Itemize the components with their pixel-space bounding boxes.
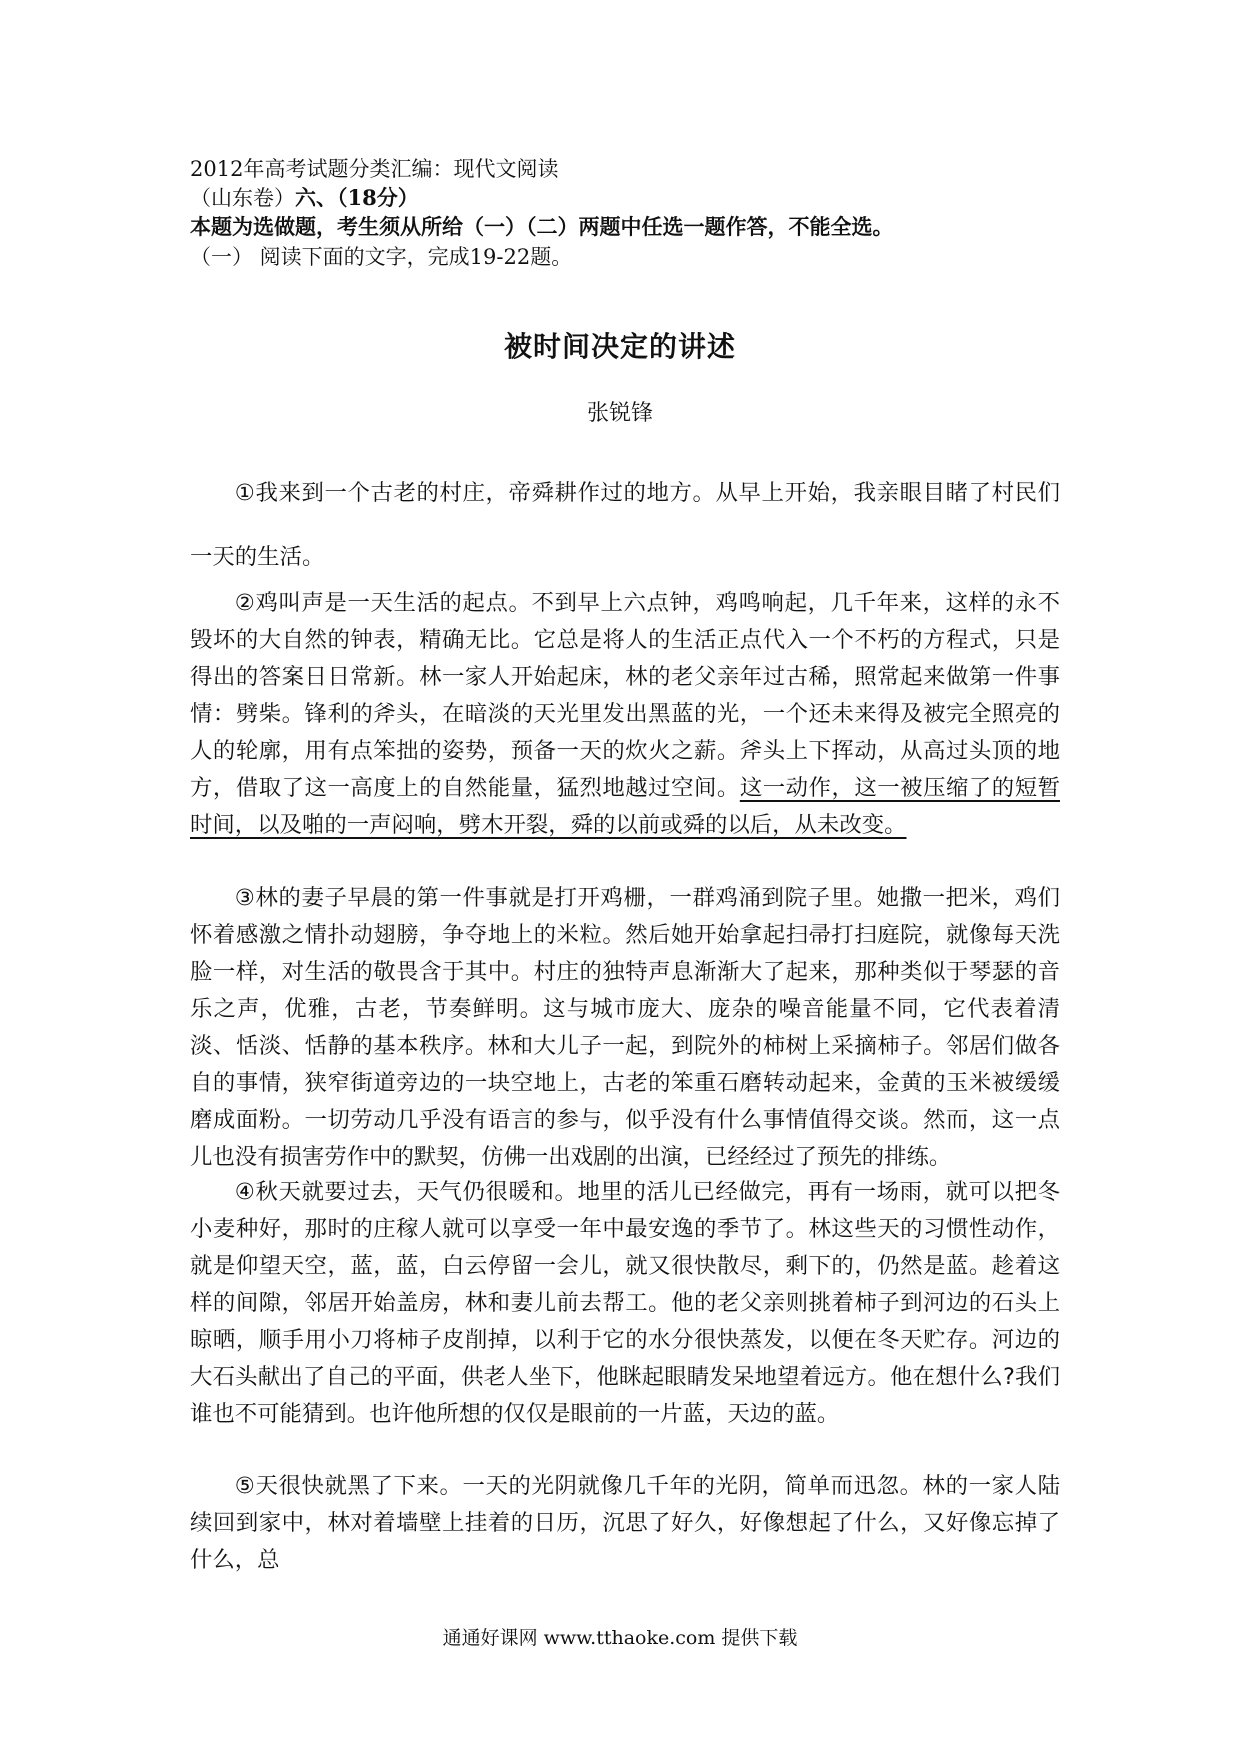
article-author: 张锐锋 [586, 401, 653, 426]
paragraph-1: ①我来到一个古老的村庄，帝舜耕作过的地方。从早上开始，我亲眼目睹了村民们一天的生活。 [190, 480, 1060, 570]
paragraph-5: ⑤天很快就黑了下来。一天的光阴就像几千年的光阴，简单而迅忽。林的一家人陆续回到家中，林对着墙壁上挂着的日历，沉思了好久，好像想起了什么，又好像忘掉了什么，总 [190, 1473, 1060, 1573]
question-subtitle: （一） 阅读下面的文字，完成19-22题。 [190, 245, 573, 269]
page-footer: 通通好课网 www.tthaoke.com 提供下载 [442, 1627, 798, 1649]
section-source-label: （山东卷） [190, 186, 295, 210]
section-number-score: 六、（18分） [295, 185, 419, 210]
section-heading [190, 184, 419, 212]
paragraph-2-text: ②鸡叫声是一天生活的起点。不到早上六点钟，鸡鸣响起，几千年来，这样的永不毁坏的大自然的钟表，精确无比。它总是将人的生活正点代入一个不朽的方程式，只是得出的答案日日常新。林一家人开始起床，林的老父亲年过古稀，照常起来做第一件事情：劈柴。锋利的斧头，在暗淡的天光里发出黑蓝的光，一个还未来得及被完全照亮的人的轮廓，用有点笨拙的姿势，预备一天的炊火之薪。斧头上下挥动，从高过头顶的地方，借取了这一高度上的自然能量，猛烈地越过空间。 [190, 590, 1060, 801]
paragraph-2-underlined-sentence: 这一动作，这一被压缩了的短暂时间，以及啪的一声闷响，劈木开裂，舜的以前或舜的以后，从未改变。 [190, 775, 1061, 838]
paragraph-4: ④秋天就要过去，天气仍很暖和。地里的活儿已经做完，再有一场雨，就可以把冬小麦种好，那时的庄稼人就可以享受一年中最安逸的季节了。林这些天的习惯性动作，就是仰望天空，蓝，蓝，白云停留一会儿，就又很快散尽，剩下的，仍然是蓝。趁着这样的间隙，邻居开始盖房，林和妻儿前去帮工。他的老父亲则挑着柿子到河边的石头上晾晒，顺手用小刀将柿子皮削掉，以利于它的水分很快蒸发，以便在冬天贮存。河边的大石头献出了自己的平面，供老人坐下，他眯起眼睛发呆地望着远方。他在想什么?我们谁也不可能猜到。也许他所想的仅仅是眼前的一片蓝，天边的蓝。 [190, 1179, 1060, 1427]
paragraph-2 [190, 585, 1060, 844]
article-title: 被时间决定的讲述 [503, 330, 736, 363]
exam-series-heading: 2012年高考试题分类汇编：现代文阅读 [190, 157, 559, 181]
paragraph-3: ③林的妻子早晨的第一件事就是打开鸡栅，一群鸡涌到院子里。她撒一把米，鸡们怀着感激之情扑动翅膀，争夺地上的米粒。然后她开始拿起扫帚打扫庭院，就像每天洗脸一样，对生活的敬畏含于其中。村庄的独特声息渐渐大了起来，那种类似于琴瑟的音乐之声，优雅，古老，节奏鲜明。这与城市庞大、庞杂的噪音能量不同，它代表着清淡、恬淡、恬静的基本秩序。林和大儿子一起，到院外的柿树上采摘柿子。邻居们做各自的事情，狭窄街道旁边的一块空地上，古老的笨重石磨转动起来，金黄的玉米被缓缓磨成面粉。一切劳动几乎没有语言的参与，似乎没有什么事情值得交谈。然而，这一点儿也没有损害劳作中的默契，仿佛一出戏剧的出演，已经经过了预先的排练。 [190, 885, 1060, 1170]
elective-instruction: 本题为选做题，考生须从所给（一）（二）两题中任选一题作答，不能全选。 [190, 214, 894, 239]
